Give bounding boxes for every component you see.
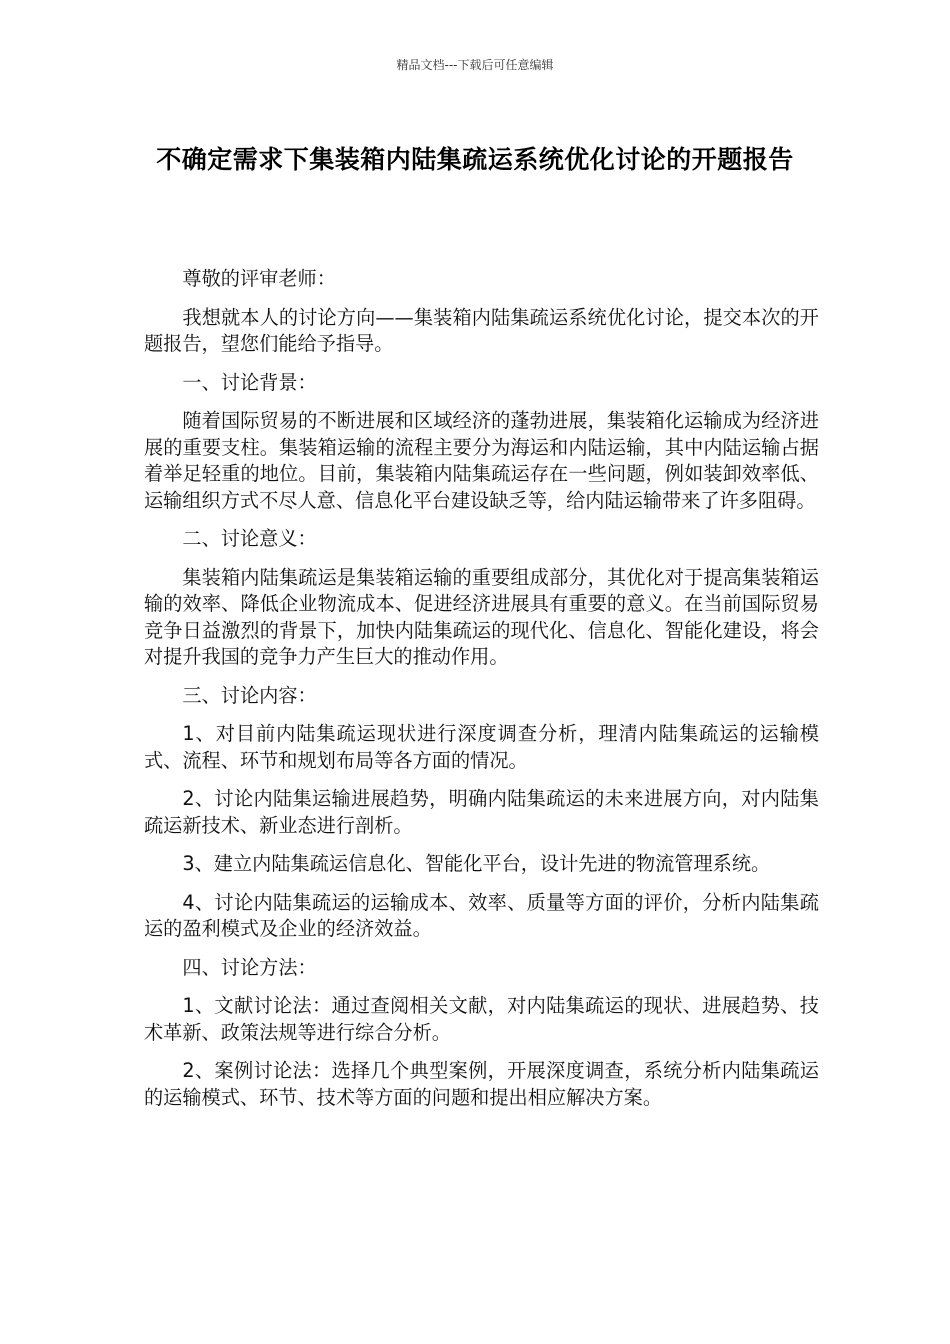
salutation: 尊敬的评审老师： bbox=[182, 267, 336, 290]
section-heading-content: 三、讨论内容： bbox=[182, 683, 317, 707]
section-heading-significance: 二、讨论意义： bbox=[182, 527, 317, 550]
content-item-3: 3、建立内陆集疏运信息化、智能化平台，设计先进的物流管理系统。 bbox=[182, 852, 771, 875]
content-item-2: 2、讨论内陆集运输进展趋势，明确内陆集疏运的未来进展方向，对内陆集疏运新技术、新业态进行剖析。 bbox=[144, 787, 819, 837]
content-item-4: 4、讨论内陆集疏运的运输成本、效率、质量等方面的评价，分析内陆集疏运的盈利模式及企业的经济效益。 bbox=[144, 890, 819, 940]
background-paragraph: 随着国际贸易的不断进展和区域经济的蓬勃进展，集装箱化运输成为经济进展的重要支柱。集装箱运输的流程主要分为海运和内陆运输，其中内陆运输占据着举足轻重的地位。目前，集装箱内陆集疏运存在一些问题，例如装卸效率低、运输组织方式不尽人意、信息化平台建设缺乏等，给内陆运输带来了许多阻碍。 bbox=[144, 409, 819, 512]
significance-paragraph: 集装箱内陆集疏运是集装箱运输的重要组成部分，其优化对于提高集装箱运输的效率、降低企业物流成本、促进经济进展具有重要的意义。在当前国际贸易竞争日益激烈的背景下，加快内陆集疏运的现代化、信息化、智能化建设，将会对提升我国的竞争力产生巨大的推动作用。 bbox=[144, 565, 819, 668]
header-note: 精品文档---下载后可任意编辑 bbox=[396, 58, 554, 72]
document-body bbox=[144, 266, 819, 1123]
document-title: 不确定需求下集装箱内陆集疏运系统优化讨论的开题报告 bbox=[156, 145, 794, 174]
intro-paragraph: 我想就本人的讨论方向——集装箱内陆集疏运系统优化讨论，提交本次的开题报告，望您们能给予指导。 bbox=[144, 305, 819, 355]
section-heading-methods: 四、讨论方法： bbox=[182, 955, 317, 979]
method-item-2: 2、案例讨论法：选择几个典型案例，开展深度调查，系统分析内陆集疏运的运输模式、环节、技术等方面的问题和提出相应解决方案。 bbox=[144, 1059, 819, 1109]
method-item-1: 1、文献讨论法：通过查阅相关文献，对内陆集疏运的现状、进展趋势、技术革新、政策法规等进行综合分析。 bbox=[144, 994, 819, 1044]
section-heading-background: 一、讨论背景： bbox=[182, 370, 317, 394]
content-item-1: 1、对目前内陆集疏运现状进行深度调查分析，理清内陆集疏运的运输模式、流程、环节和规划布局等各方面的情况。 bbox=[144, 722, 819, 772]
